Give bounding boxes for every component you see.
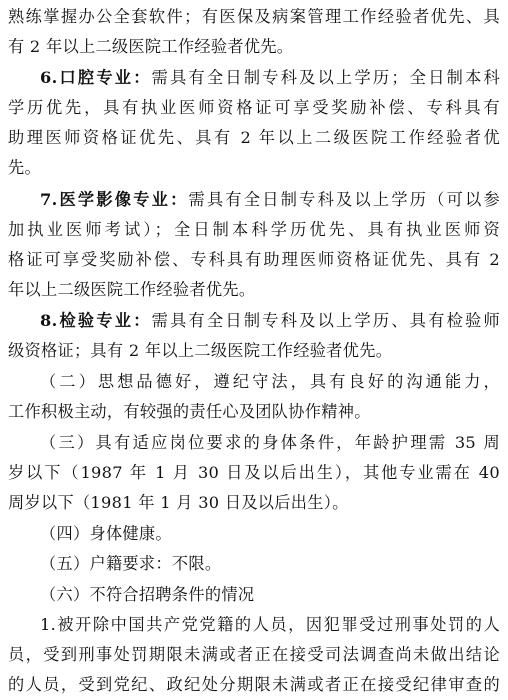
text-line: 先。: [8, 158, 41, 177]
text-line: 需具有全日制专科及以上学历；全日制本科: [151, 68, 500, 87]
paragraph-oral: [40, 63, 500, 93]
text-line: 加执业医师考试）；全日制本科学历优先、具有执业医师资: [8, 220, 500, 239]
paragraph-lab: [40, 306, 500, 336]
text-line: 1.被开除中国共产党党籍的人员，因犯罪受过刑事处罚的人: [40, 615, 500, 634]
text-line: （三）具有适应岗位要求的身体条件，年龄护理需 35 周: [40, 433, 500, 452]
text-line: 级资格证；具有 2 年以上二级医院工作经验者优先。: [8, 341, 393, 360]
text-line: 熟练掌握办公全套软件；有医保及病案管理工作经验者优先、具: [8, 7, 500, 26]
section-heading: 8.检验专业：: [40, 311, 152, 330]
text-line: 的人员，受到党纪、政纪处分期限未满或者正在接受纪律审查的: [8, 675, 500, 694]
text-line: 员，受到刑事处罚期限未满或者正在接受司法调查尚未做出结论: [8, 645, 500, 664]
text-line: 岁以下（1987 年 1 月 30 日及以后出生），其他专业需在 40: [8, 463, 500, 482]
text-line: 周岁以下（1981 年 1 月 30 日及以后出生）。: [8, 493, 349, 512]
text-line: （五）户籍要求：不限。: [40, 554, 222, 573]
text-line: 有 2 年以上二级医院工作经验者优先。: [8, 37, 294, 56]
text-line: （四）身体健康。: [40, 524, 172, 543]
text-line: 需具有全日制专科及以上学历（可以参: [188, 190, 500, 209]
text-line: 工作积极主动，有较强的责任心及团队协作精神。: [8, 402, 371, 421]
text-line: 需具有全日制专科及以上学历、具有检验师: [151, 311, 500, 330]
text-line: 助理医师资格证优先、具有 2 年以上二级医院工作经验者优: [8, 128, 500, 147]
paragraph-imaging: [40, 185, 500, 215]
text-line: 格证可享受奖励补偿、专科具有助理医师资格证优先、具有 2: [8, 250, 500, 269]
text-line: （二）思想品德好，遵纪守法，具有良好的沟通能力，: [40, 372, 500, 391]
text-line: 学历优先，具有执业医师资格证可享受奖励补偿、专科具有: [8, 98, 500, 117]
section-heading: 7.医学影像专业：: [40, 190, 189, 209]
text-line: （六）不符合招聘条件的情况: [40, 585, 255, 604]
text-line: 年以上二级医院工作经验者优先。: [8, 280, 256, 299]
section-heading: 6.口腔专业：: [40, 68, 152, 87]
